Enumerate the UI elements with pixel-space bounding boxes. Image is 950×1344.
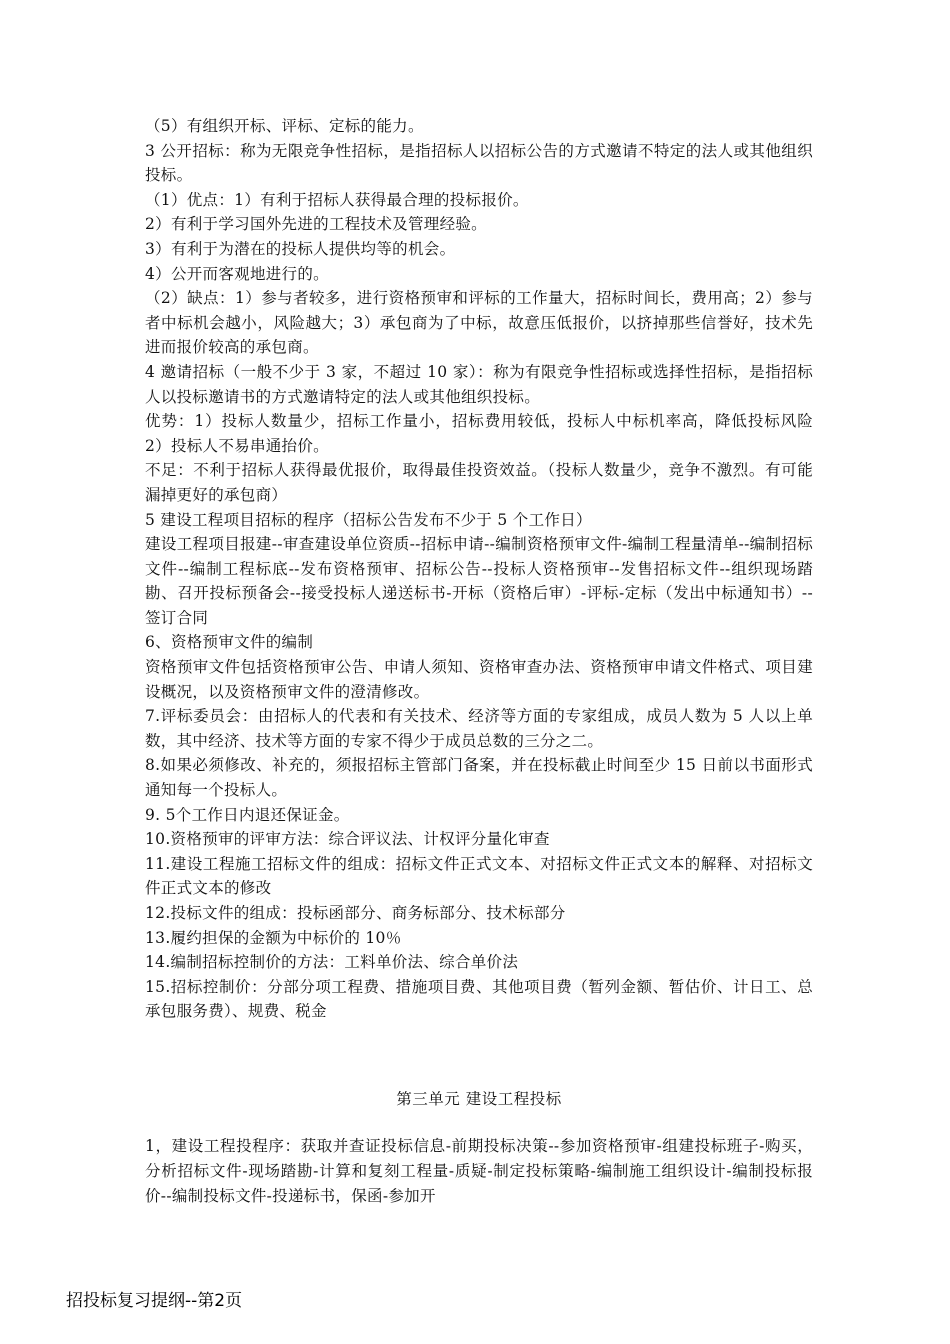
paragraph-13: 6、资格预审文件的编制: [145, 633, 314, 652]
paragraph-9: 优势：1）投标人数量少，招标工作量小，招标费用较低，投标人中标机率高，降低投标风险 2）投标人不易串通抬价。: [145, 412, 861, 455]
body-text: [145, 114, 861, 1024]
paragraph-5: 3）有利于为潜在的投标人提供均等的机会。: [145, 239, 456, 258]
paragraph-11: 5 建设工程项目招标的程序（招标公告发布不少于 5 个工作日）: [145, 510, 592, 529]
paragraph-21: 13.履约担保的金额为中标价的 10％: [145, 928, 402, 947]
paragraph-7: （2）缺点：1）参与者较多，进行资格预审和评标的工作量大，招标时间长，费用高；2）参与者中标机会越小，风险越大；3）承包商为了中标，故意压低报价，以挤掉那些信誉好，技术先进而报价较高的承包商。: [145, 289, 813, 357]
paragraph-10: 不足：不利于招标人获得最优报价，取得最佳投资效益。（投标人数量少，竞争不激烈。有可能漏掉更好的承包商）: [145, 461, 813, 504]
paragraph-14: 资格预审文件包括资格预审公告、申请人须知、资格审查办法、资格预审申请文件格式、项目建设概况，以及资格预审文件的澄清修改。: [145, 658, 813, 701]
paragraph-17: 9. 5个工作日内退还保证金。: [145, 805, 350, 824]
paragraph-12: 建设工程项目报建--审查建设单位资质--招标申请--编制资格预审文件-编制工程量清单--编制招标文件--编制工程标底--发布资格预审、招标公告--投标人资格预审--发售招标文件--组织现场踏勘、召开投标预备会--接受投标人递送标书-开标（资格后审）-评标-定标（发出中标通知书）--签订合同: [145, 535, 813, 627]
page-footer: 招投标复习提纲--第2页: [66, 1291, 243, 1311]
paragraph-23: 15.招标控制价：分部分项工程费、措施项目费、其他项目费（暂列金额、暂估价、计日工、总承包服务费）、规费、税金: [145, 977, 813, 1021]
paragraph-4: 2）有利于学习国外先进的工程技术及管理经验。: [145, 215, 487, 234]
section-title: 第三单元 建设工程投标: [396, 1090, 562, 1108]
paragraph-3: （1）优点：1）有利于招标人获得最合理的投标报价。: [145, 190, 529, 209]
section-paragraph-1: 1，建设工程投程序：获取并查证投标信息-前期投标决策--参加资格预审-组建投标班子-购买，分析招标文件-现场踏勘-计算和复刻工程量-质疑-制定投标策略-编制施工组织设计-编制投标报价--编制投标文件-投递标书，保函-参加开: [145, 1137, 813, 1205]
paragraph-19: 11.建设工程施工招标文件的组成：招标文件正式文本、对招标文件正式文本的解释、对招标文件正式文本的修改: [145, 854, 813, 898]
paragraph-16: 8.如果必须修改、补充的，须报招标主管部门备案，并在投标截止时间至少 15 日前以书面形式通知每一个投标人。: [145, 756, 813, 800]
section-body-text: [145, 1134, 813, 1209]
paragraph-6: 4）公开而客观地进行的。: [145, 264, 329, 283]
paragraph-2: 3 公开招标：称为无限竞争性招标，是指招标人以招标公告的方式邀请不特定的法人或其他组织投标。: [145, 141, 813, 185]
paragraph-18: 10.资格预审的评审方法：综合评议法、计权评分量化审查: [145, 830, 550, 849]
paragraph-20: 12.投标文件的组成：投标函部分、商务标部分、技术标部分: [145, 904, 566, 922]
paragraph-1: （5）有组织开标、评标、定标的能力。: [145, 117, 424, 135]
paragraph-15: 7.评标委员会：由招标人的代表和有关技术、经济等方面的专家组成，成员人数为 5 人以上单数，其中经济、技术等方面的专家不得少于成员总数的三分之二。: [145, 707, 813, 750]
paragraph-22: 14.编制招标控制价的方法：工料单价法、综合单价法: [145, 953, 519, 972]
paragraph-8: 4 邀请招标（一般不少于 3 家，不超过 10 家）：称为有限竞争性招标或选择性招标，是指招标人以投标邀请书的方式邀请特定的法人或其他组织投标。: [145, 362, 813, 406]
